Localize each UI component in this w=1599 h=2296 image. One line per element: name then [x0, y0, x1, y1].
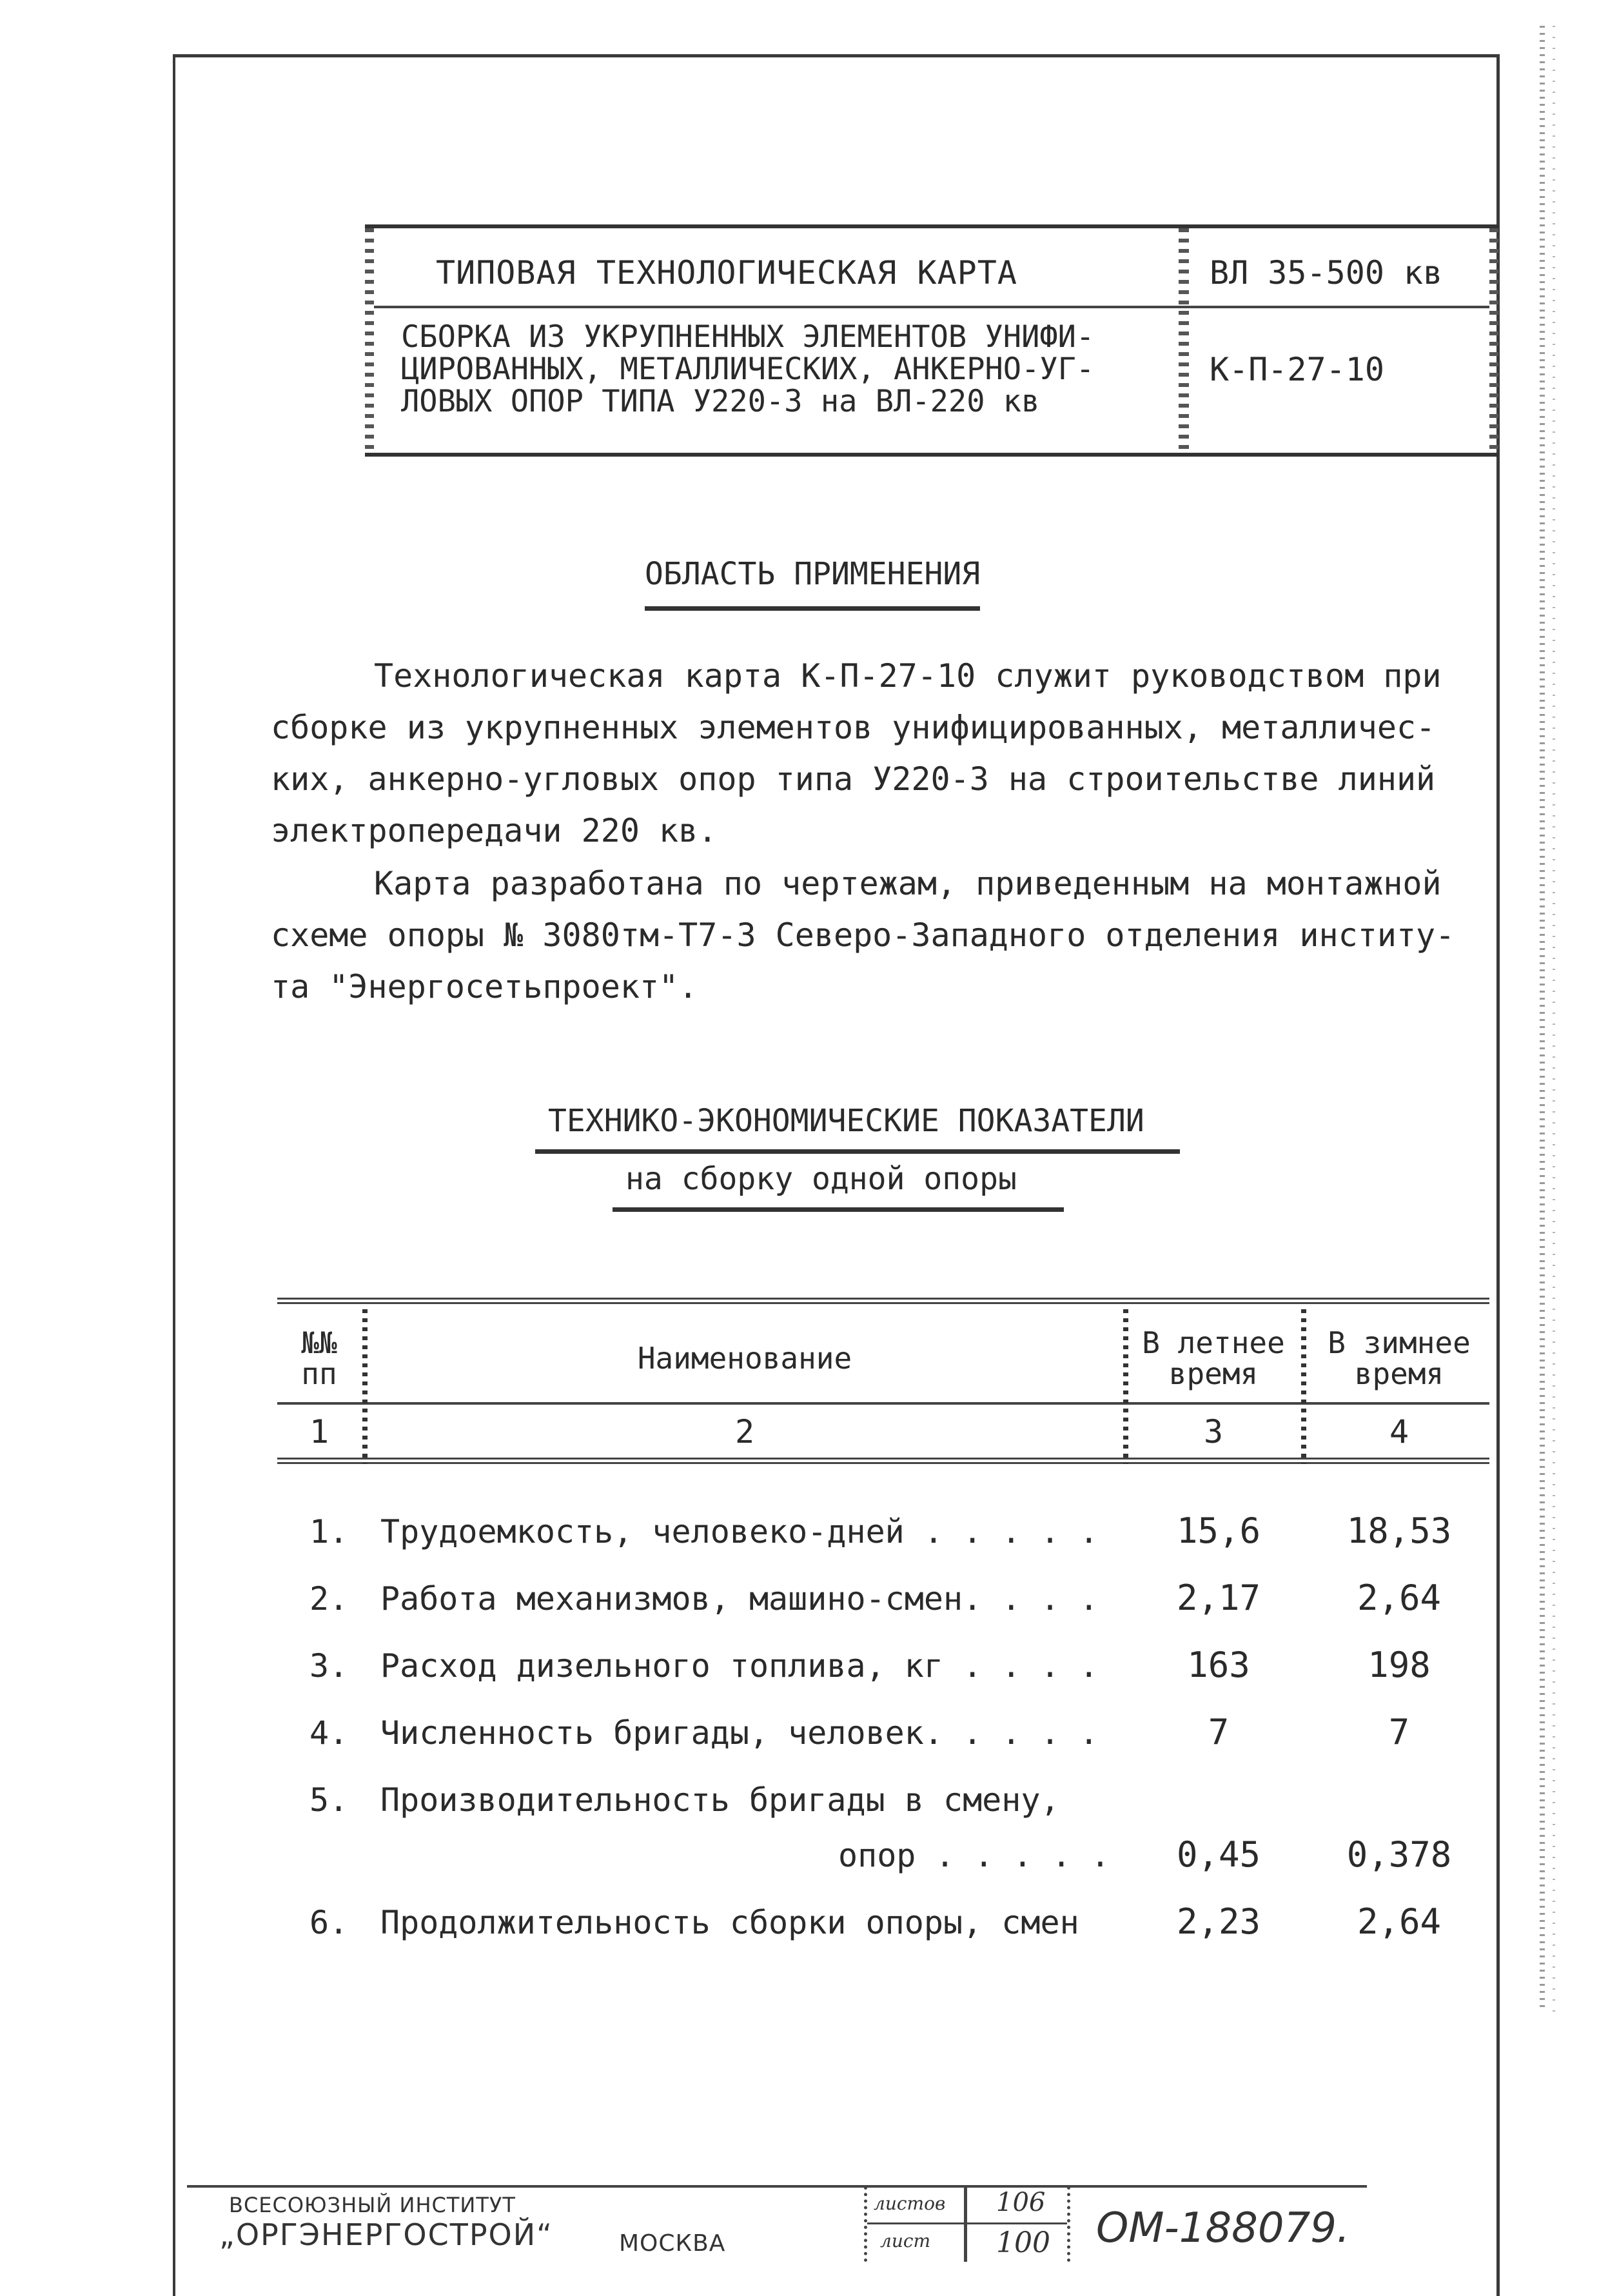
table-col-divider-1 — [362, 1309, 368, 1464]
header-winter — [1309, 1327, 1489, 1389]
row-name: Численность бригады, человек. . . . . — [380, 1714, 1099, 1752]
scope-paragraph-1 — [271, 650, 1442, 856]
row-name: Работа механизмов, машино-смен. . . . — [380, 1580, 1099, 1618]
footer-city: МОСКВА — [619, 2230, 726, 2257]
scope-p1-line-1: Технологическая карта К-П-27-10 служит руководством при — [374, 657, 1442, 695]
header-winter-line-2: время — [1354, 1356, 1444, 1391]
subject-line-3: ЛОВЫХ ОПОР ТИПА У220-3 на ВЛ-220 кв — [401, 384, 1040, 419]
table-col-divider-2 — [1123, 1309, 1128, 1464]
col-number-2: 2 — [734, 1413, 755, 1450]
row-number: 5. — [309, 1781, 349, 1819]
title-block-right-border — [1489, 228, 1498, 453]
scope-p2-line-1: Карта разработана по чертежам, приведенным на монтажной — [374, 865, 1442, 902]
title-block — [365, 224, 1498, 457]
scope-p1-line-4: электропередачи 220 кв. — [271, 812, 718, 849]
scope-p1-line-2: сборке из укрупненных элементов унифицированных, металличес- — [271, 709, 1436, 746]
table-top-rule — [277, 1298, 1489, 1304]
row-summer-value: 0,45 — [1176, 1834, 1261, 1875]
title-block-separator — [1179, 228, 1189, 453]
indicators-heading-underline — [535, 1149, 1180, 1154]
stamp-label-sheets: листов — [874, 2193, 946, 2214]
stamp-value-sheet: 100 — [996, 2226, 1050, 2259]
row-winter-value: 198 — [1368, 1645, 1431, 1685]
col-number-1: 1 — [309, 1413, 329, 1450]
footer-org-line-1: ВСЕСОЮЗНЫЙ ИНСТИТУТ — [229, 2193, 516, 2217]
title-block-divider — [374, 306, 1489, 308]
header-number-line-2: пп — [301, 1356, 337, 1391]
footer-org-name: „ОРГЭНЕРГОСТРОЙ“ — [219, 2217, 554, 2252]
card-code: К-П-27-10 — [1210, 351, 1384, 388]
sheet-stamp-divider — [964, 2188, 967, 2262]
scope-heading-underline — [645, 606, 980, 611]
row-winter-value: 18,53 — [1346, 1510, 1452, 1551]
row-summer-value: 2,23 — [1176, 1901, 1261, 1942]
scope-heading: ОБЛАСТЬ ПРИМЕНЕНИЯ — [645, 556, 981, 592]
row-summer-value: 7 — [1208, 1712, 1230, 1752]
scope-p2-line-3: та "Энергосетьпроект". — [271, 968, 698, 1005]
row-number: 1. — [309, 1513, 349, 1550]
document-number: ОМ-188079. — [1096, 2204, 1350, 2252]
header-winter-line-1: В зимнее — [1328, 1325, 1471, 1360]
stamp-value-sheets: 106 — [996, 2188, 1046, 2217]
row-number: 6. — [309, 1904, 349, 1941]
line-voltage-code: ВЛ 35-500 кв — [1210, 254, 1443, 292]
row-winter-value: 2,64 — [1357, 1578, 1442, 1618]
indicators-heading: ТЕХНИКО-ЭКОНОМИЧЕСКИЕ ПОКАЗАТЕЛИ — [548, 1103, 1144, 1139]
row-name: Трудоемкость, человеко-дней . . . . . — [380, 1513, 1099, 1550]
row-summer-value: 163 — [1187, 1645, 1250, 1685]
binding-edge-secondary — [1553, 26, 1555, 2012]
binding-edge — [1540, 26, 1545, 2012]
table-body-rule — [277, 1458, 1489, 1464]
subject-line-1: СБОРКА ИЗ УКРУПНЕННЫХ ЭЛЕМЕНТОВ УНИФИ- — [401, 319, 1095, 355]
row-name: Производительность бригады в смену, — [380, 1781, 1060, 1819]
row-winter-value: 2,64 — [1357, 1901, 1442, 1942]
scope-p2-line-2: схеме опоры № 3080тм-Т7-3 Северо-Западного отделения институ- — [271, 916, 1455, 954]
col-number-4: 4 — [1389, 1413, 1409, 1450]
row-summer-value: 2,17 — [1176, 1578, 1261, 1618]
document-type-title: ТИПОВАЯ ТЕХНОЛОГИЧЕСКАЯ КАРТА — [436, 254, 1017, 292]
row-name: Расход дизельного топлива, кг . . . . — [380, 1647, 1099, 1685]
table-header-rule — [277, 1402, 1489, 1405]
row-number: 3. — [309, 1647, 349, 1685]
scope-p1-line-3: ких, анкерно-угловых опор типа У220-3 на строительстве линий — [271, 760, 1436, 798]
header-number-line-1: №№ — [301, 1325, 337, 1360]
header-summer-line-2: время — [1168, 1356, 1259, 1391]
header-number — [284, 1327, 355, 1389]
sheet-stamp-rule — [867, 2222, 1067, 2224]
row-summer-value: 15,6 — [1176, 1510, 1261, 1551]
row-winter-value: 7 — [1388, 1712, 1410, 1752]
header-summer — [1130, 1327, 1297, 1389]
indicators-subheading: на сборку одной опоры — [625, 1161, 1017, 1197]
row-name-continuation: опор . . . . . — [838, 1837, 1110, 1874]
indicators-subheading-underline — [613, 1207, 1064, 1212]
scope-paragraph-2 — [271, 858, 1455, 1013]
stamp-label-sheet: лист — [880, 2230, 931, 2251]
row-winter-value: 0,378 — [1346, 1834, 1452, 1875]
row-number: 4. — [309, 1714, 349, 1752]
col-number-3: 3 — [1203, 1413, 1224, 1450]
row-name: Продолжительность сборки опоры, смен — [380, 1904, 1079, 1941]
table-col-divider-3 — [1301, 1309, 1306, 1464]
document-subject — [401, 321, 1175, 418]
title-block-left-border — [365, 228, 374, 453]
header-summer-line-1: В летнее — [1142, 1325, 1285, 1360]
header-name: Наименование — [637, 1341, 852, 1376]
row-number: 2. — [309, 1580, 349, 1618]
subject-line-2: ЦИРОВАННЫХ, МЕТАЛЛИЧЕСКИХ, АНКЕРНО-УГ- — [401, 351, 1095, 387]
footer-rule — [187, 2185, 1367, 2188]
